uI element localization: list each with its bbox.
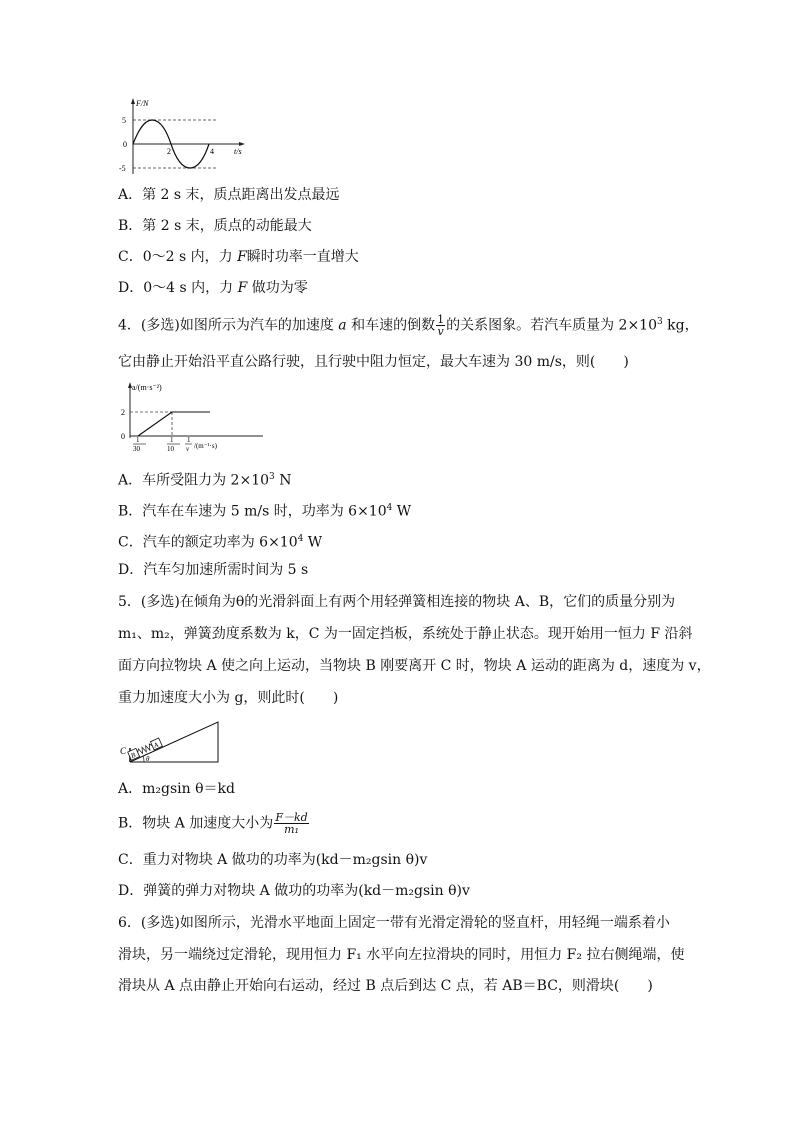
q3-d-var: F bbox=[237, 280, 248, 296]
graph2-xlabel-den: v bbox=[186, 445, 190, 453]
y-tick-0: 0 bbox=[123, 140, 127, 149]
label-theta: θ bbox=[146, 755, 150, 763]
label-b: B bbox=[129, 751, 137, 761]
q4-b-unit: W bbox=[392, 503, 412, 520]
x-tick-4: 4 bbox=[210, 147, 214, 156]
q4-option-c bbox=[118, 529, 322, 553]
y-tick-5: 5 bbox=[122, 116, 126, 125]
q4-stem-exp: 3 bbox=[657, 317, 663, 327]
q4-c-text: C．汽车的额定功率为 6×10 bbox=[118, 534, 298, 551]
label-c: C bbox=[120, 746, 127, 756]
frac-den: v bbox=[437, 325, 444, 339]
q6-stem-line3: 滑块从 A 点由静止开始向右运动，经过 B 点后到达 C 点，若 AB＝BC，则滑块( ) bbox=[118, 978, 653, 994]
graph2-xlabel-num: 1 bbox=[187, 436, 191, 444]
q4-stem-text: 4．(多选)如图所示为汽车的加速度 bbox=[118, 317, 339, 334]
q4-a-text: A．车所受阻力为 2×10 bbox=[118, 472, 270, 489]
q5-b-den: m₁ bbox=[284, 823, 299, 836]
q5-stem-line4: 重力加速度大小为 g，则此时( ) bbox=[118, 690, 339, 706]
q5-b-fraction bbox=[274, 812, 308, 835]
q4-b-text: B．汽车在车速为 5 m/s 时，功率为 6×10 bbox=[118, 503, 387, 520]
q4-stem-line1 bbox=[118, 312, 699, 337]
q4-option-b bbox=[118, 498, 411, 522]
q4-stem-text2: 和车速的倒数 bbox=[346, 317, 436, 334]
graph2-xtick1-num: 1 bbox=[136, 436, 140, 444]
y-tick-neg5: -5 bbox=[119, 164, 126, 173]
q4-b-exp: 4 bbox=[386, 503, 393, 513]
q3-option-a: A．第 2 s 末，质点距离出发点最远 bbox=[118, 187, 340, 203]
q4-a-exp: 3 bbox=[269, 472, 275, 482]
q3-d-text: D．0～4 s 内，力 bbox=[118, 280, 238, 296]
graph-xlabel: t/s bbox=[234, 147, 242, 156]
q4-a-unit: N bbox=[274, 472, 292, 489]
q5-stem-line1: 5．(多选)在倾角为θ的光滑斜面上有两个用轻弹簧相连接的物块 A、B，它们的质量分别为 bbox=[118, 594, 676, 610]
graph2-xlabel-unit: /(m⁻¹·s) bbox=[194, 442, 217, 450]
q3-option-b: B．第 2 s 末，质点的动能最大 bbox=[118, 218, 312, 234]
q4-stem-text4: kg， bbox=[662, 317, 699, 334]
q5-option-a: A．m₂gsin θ＝kd bbox=[118, 781, 235, 797]
acceleration-inverse-speed-graph bbox=[118, 380, 268, 454]
q3-d-text2: 做功为零 bbox=[247, 280, 308, 296]
q4-option-d: D．汽车匀加速所需时间为 5 s bbox=[118, 562, 309, 578]
q6-stem-line1: 6．(多选)如图所示，光滑水平地面上固定一带有光滑定滑轮的竖直杆，用轻绳一端系着小 bbox=[118, 915, 670, 931]
q6-stem-line2: 滑块，另一端绕过定滑轮，现用恒力 F₁ 水平向左拉滑块的同时，用恒力 F₂ 拉右侧绳端，使 bbox=[118, 947, 685, 963]
q5-b-num: F－kd bbox=[275, 811, 308, 824]
frac-num: 1 bbox=[437, 313, 445, 327]
graph2-ylabel: a/(m·s⁻²) bbox=[132, 383, 162, 392]
force-time-graph bbox=[118, 96, 258, 178]
q4-stem-line2: 它由静止开始沿平直公路行驶，且行驶中阻力恒定，最大车速为 30 m/s，则( ) bbox=[118, 354, 629, 370]
q4-c-exp: 4 bbox=[297, 534, 304, 544]
graph2-xtick2-num: 1 bbox=[170, 436, 174, 444]
x-tick-2: 2 bbox=[167, 147, 171, 156]
q5-stem-line3: 面方向拉物块 A 使之向上运动，当物块 B 刚要离开 C 时，物块 A 运动的距离为 d，速度为 v， bbox=[118, 658, 711, 674]
q4-inverse-v-fraction bbox=[436, 314, 445, 337]
q5-option-d: D．弹簧的弹力对物块 A 做功的功率为(kd－m₂gsin θ)v bbox=[118, 883, 470, 899]
q4-option-a bbox=[118, 467, 291, 491]
q3-c-text2: 瞬时功率一直增大 bbox=[246, 249, 359, 265]
label-a: A bbox=[152, 740, 160, 750]
q4-stem-text3: 的关系图象。若汽车质量为 2×10 bbox=[446, 317, 657, 334]
graph-ylabel: F/N bbox=[136, 99, 149, 108]
graph2-ytick-2: 2 bbox=[121, 408, 125, 417]
q4-c-unit: W bbox=[303, 534, 323, 551]
graph2-xtick1-den: 30 bbox=[133, 445, 140, 453]
graph2-xtick2-den: 10 bbox=[167, 445, 174, 453]
q3-option-d bbox=[118, 278, 308, 298]
q3-c-var: F bbox=[237, 249, 247, 265]
graph2-origin: 0 bbox=[121, 432, 125, 441]
q3-c-text: C．0～2 s 内，力 bbox=[118, 249, 238, 265]
q4-stem-var: a bbox=[338, 317, 347, 334]
q5-b-text: B．物块 A 加速度大小为 bbox=[118, 815, 274, 832]
q5-option-b bbox=[118, 812, 310, 835]
q3-option-c bbox=[118, 247, 359, 267]
q5-stem-line2: m₁、m₂，弹簧劲度系数为 k，C 为一固定挡板，系统处于静止状态。现开始用一恒力 F 沿斜 bbox=[118, 626, 693, 642]
q5-option-c: C．重力对物块 A 做功的功率为(kd－m₂gsin θ)v bbox=[118, 852, 428, 868]
incline-spring-diagram bbox=[118, 718, 228, 768]
